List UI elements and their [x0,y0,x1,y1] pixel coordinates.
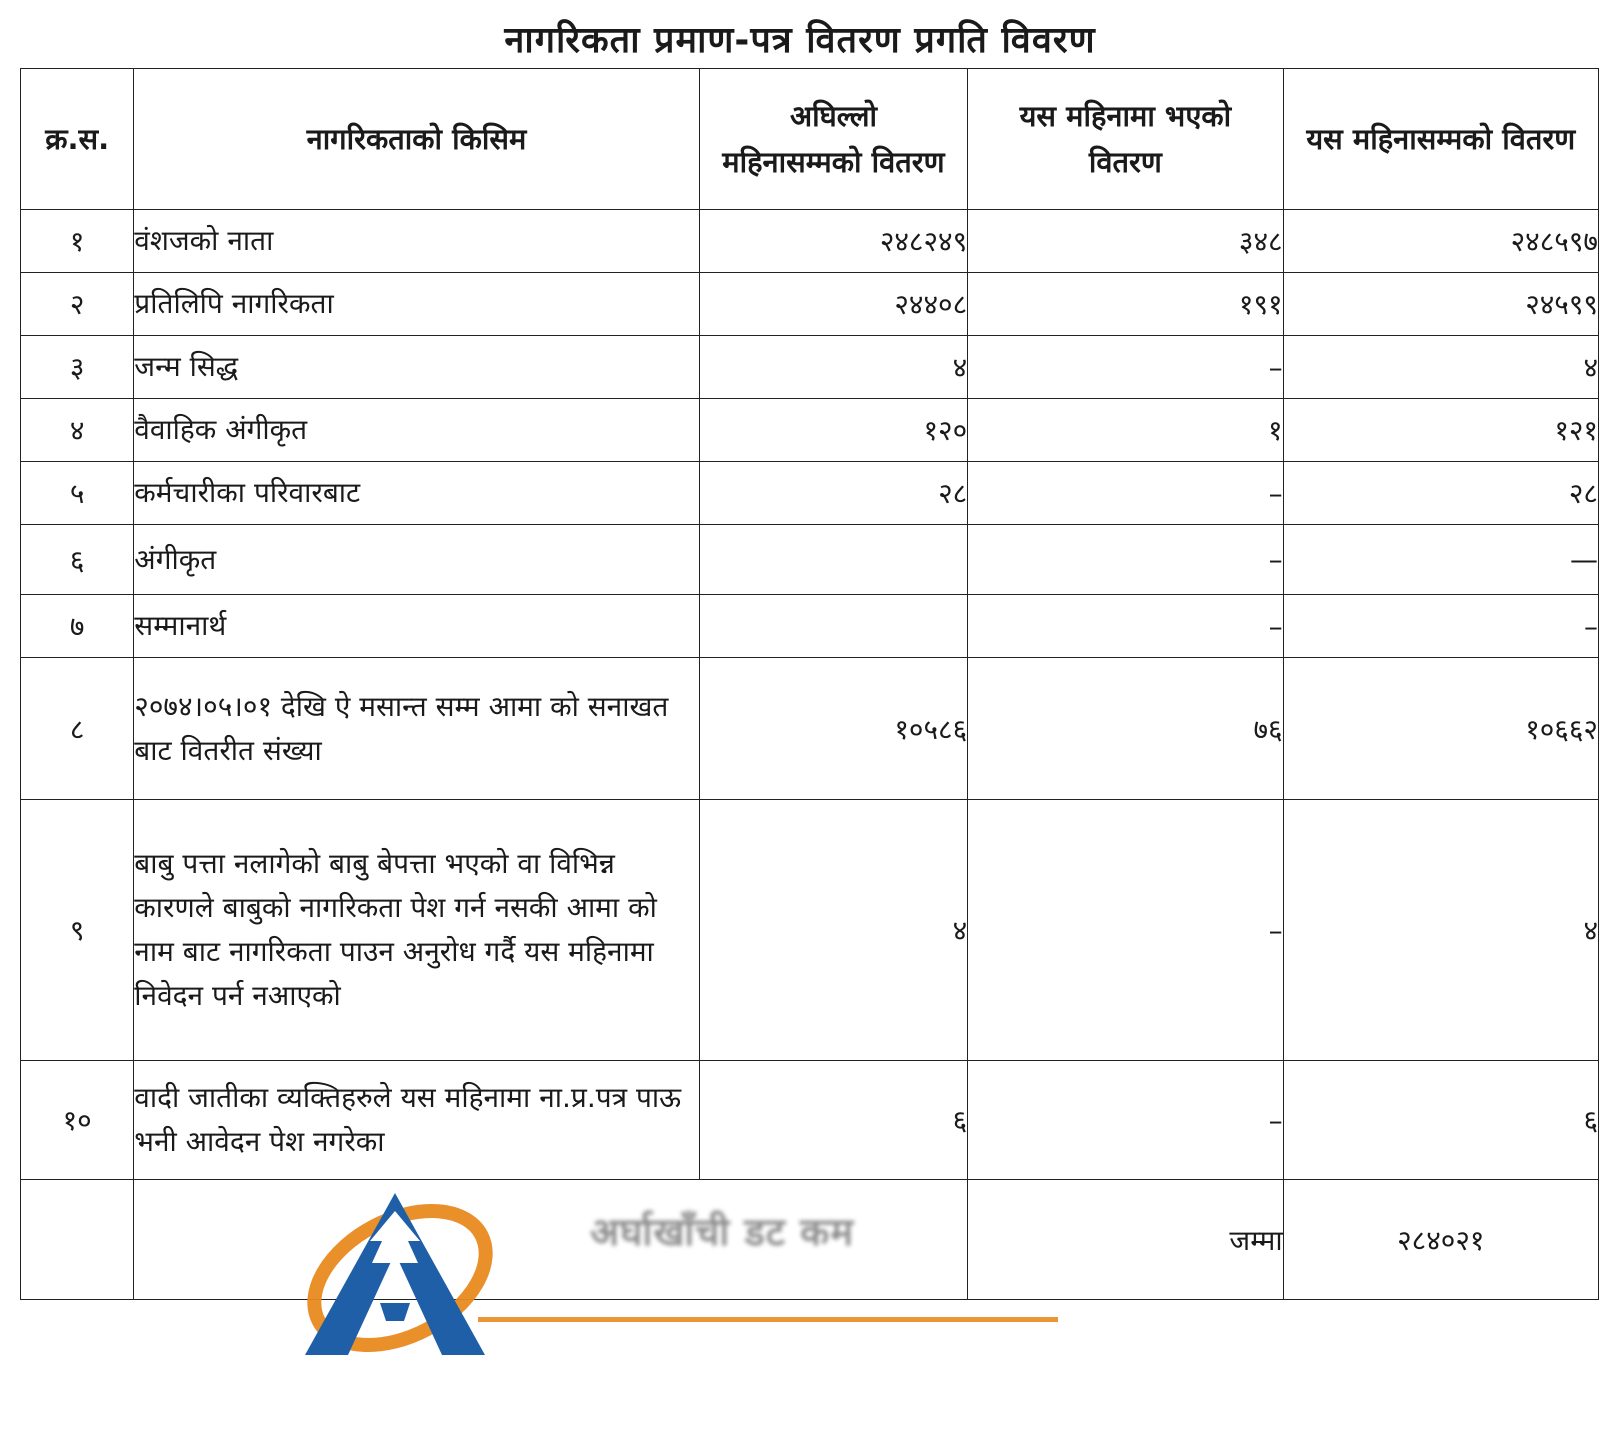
row-previous-value: १०५८६ [699,658,967,800]
table-row [21,273,1599,336]
header-previous-distribution: अघिल्लो महिनासम्मको वितरण [699,69,967,210]
row-previous-value [699,525,967,595]
row-previous-value [699,595,967,658]
row-cumulative-value: १२१ [1283,399,1598,462]
table-row [21,658,1599,800]
row-serial: १ [21,210,134,273]
table-row [21,525,1599,595]
row-this-month-value: १ [968,399,1283,462]
row-this-month-value: – [968,595,1283,658]
row-this-month-value: – [968,462,1283,525]
row-cumulative-value: १०६६२ [1283,658,1598,800]
header-serial: क्र.स. [21,69,134,210]
row-serial: ४ [21,399,134,462]
row-serial: ३ [21,336,134,399]
document-title: नागरिकता प्रमाण-पत्र वितरण प्रगति विवरण [504,20,1096,61]
row-this-month-value: – [968,525,1283,595]
row-serial: ९ [21,800,134,1061]
table-row [21,1061,1599,1180]
table-row [21,595,1599,658]
row-previous-value: ४ [699,336,967,399]
row-serial: ७ [21,595,134,658]
row-serial: ६ [21,525,134,595]
header-citizenship-type: नागरिकताको किसिम [134,69,699,210]
row-citizenship-type: २०७४।०५।०१ देखि ऐ मसान्त सम्म आमा को सनाखत बाट वितरीत संख्या [134,658,699,800]
row-citizenship-type: वैवाहिक अंगीकृत [134,399,699,462]
row-cumulative-value: ४ [1283,800,1598,1061]
row-serial: १० [21,1061,134,1180]
row-serial: ८ [21,658,134,800]
row-this-month-value: १९१ [968,273,1283,336]
table-row [21,399,1599,462]
table-row [21,336,1599,399]
row-citizenship-type: बाबु पत्ता नलागेको बाबु बेपत्ता भएको वा विभिन्न कारणले बाबुको नागरिकता पेश गर्न नसकी आमा को नाम बाट नागरिकता पाउन अनुरोध गर्दै यस महिनामा निवेदन पर्न नआएको [134,800,699,1061]
row-citizenship-type: वादी जातीका व्यक्तिहरुले यस महिनामा ना.प्र.पत्र पाऊ भनी आवेदन पेश नगरेका [134,1061,699,1180]
table-row [21,462,1599,525]
row-this-month-value: ३४८ [968,210,1283,273]
table-row [21,210,1599,273]
row-this-month-value: ७६ [968,658,1283,800]
row-cumulative-value: — [1283,525,1598,595]
row-cumulative-value: २४५९९ [1283,273,1598,336]
row-citizenship-type: प्रतिलिपि नागरिकता [134,273,699,336]
row-previous-value: २४८२४९ [699,210,967,273]
row-serial: २ [21,273,134,336]
row-this-month-value: – [968,336,1283,399]
row-cumulative-value: – [1283,595,1598,658]
total-value: २८४०२१ [1283,1180,1598,1300]
row-previous-value: १२० [699,399,967,462]
total-label: जम्मा [968,1180,1283,1300]
row-citizenship-type: सम्मानार्थ [134,595,699,658]
row-citizenship-type: वंशजको नाता [134,210,699,273]
row-previous-value: २८ [699,462,967,525]
header-cumulative-distribution: यस महिनासम्मको वितरण [1283,69,1598,210]
row-serial: ५ [21,462,134,525]
row-citizenship-type: अंगीकृत [134,525,699,595]
row-this-month-value: – [968,1061,1283,1180]
watermark-text: अर्घाखाँची डट कम [590,1210,855,1254]
row-previous-value: २४४०८ [699,273,967,336]
row-cumulative-value: २८ [1283,462,1598,525]
table-row [21,800,1599,1061]
row-citizenship-type: जन्म सिद्ध [134,336,699,399]
header-this-month-distribution: यस महिनामा भएको वितरण [968,69,1283,210]
row-previous-value: ६ [699,1061,967,1180]
row-cumulative-value: ६ [1283,1061,1598,1180]
row-cumulative-value: २४८५९७ [1283,210,1598,273]
row-citizenship-type: कर्मचारीका परिवारबाट [134,462,699,525]
header-row [21,69,1599,210]
row-cumulative-value: ४ [1283,336,1598,399]
row-previous-value: ४ [699,800,967,1061]
total-empty-cell [21,1180,134,1300]
citizenship-distribution-table [20,68,1599,1300]
row-this-month-value: – [968,800,1283,1061]
